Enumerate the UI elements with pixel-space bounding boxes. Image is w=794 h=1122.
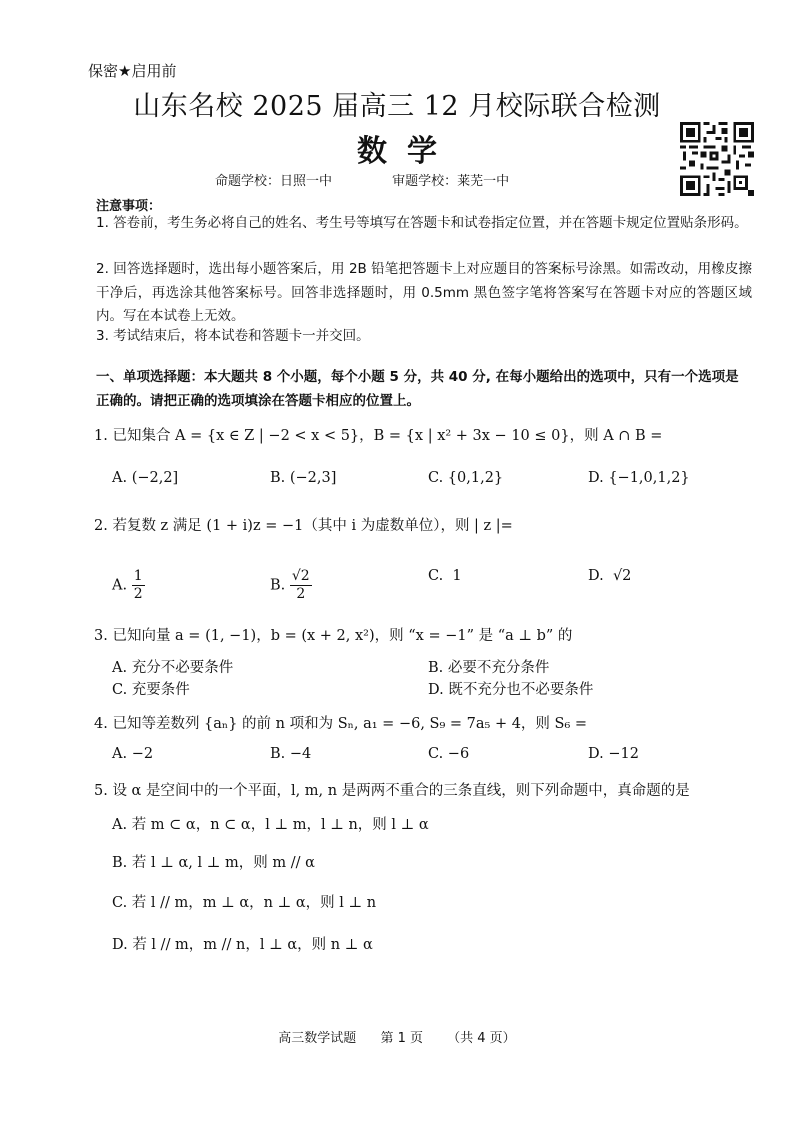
q2-option-a-fraction bbox=[132, 568, 145, 603]
reviewer-school: 审题学校：莱芜一中 bbox=[392, 174, 510, 189]
q2-option-a bbox=[112, 568, 145, 603]
q2-option-a-label: A. bbox=[112, 577, 128, 594]
note-item-1: 1. 答卷前，考生务必将自己的姓名、考生号等填写在答题卡和试卷指定位置，并在答题卡规定位置贴条形码。 bbox=[96, 215, 748, 231]
q3-option-b: B. 必要不充分条件 bbox=[428, 660, 550, 676]
q1-option-a: A. (−2,2] bbox=[112, 470, 179, 486]
q2-option-b bbox=[270, 568, 312, 603]
notes-title: 注意事项： bbox=[96, 199, 162, 214]
footer-page-number: 第 1 页 bbox=[380, 1031, 423, 1046]
q5-option-b: B. 若 l ⊥ α, l ⊥ m，则 m // α bbox=[112, 855, 315, 871]
q5-option-a: A. 若 m ⊂ α，n ⊂ α，l ⊥ m，l ⊥ n，则 l ⊥ α bbox=[112, 817, 429, 833]
q5-option-d: D. 若 l // m，m // n，l ⊥ α，则 n ⊥ α bbox=[112, 937, 373, 953]
q2-a-denominator: 2 bbox=[133, 586, 143, 602]
q2-option-d-value: √2 bbox=[612, 568, 632, 584]
q1-option-c: C. {0,1,2} bbox=[428, 470, 504, 486]
q3-option-c: C. 充要条件 bbox=[112, 682, 190, 698]
question-1-stem: 1. 已知集合 A = {x ∈ Z | −2 < x < 5}，B = {x | x² + 3x − 10 ≤ 0}，则 A ∩ B = bbox=[94, 428, 663, 444]
q5-option-c: C. 若 l // m，m ⊥ α，n ⊥ α，则 l ⊥ n bbox=[112, 895, 377, 911]
q2-b-numerator: √2 bbox=[291, 568, 310, 584]
q2-option-b-label: B. bbox=[270, 577, 286, 594]
question-3-options bbox=[112, 656, 752, 700]
q2-option-d bbox=[588, 568, 631, 584]
setter-school: 命题学校：日照一中 bbox=[215, 174, 333, 189]
confidential-label: 保密★启用前 bbox=[88, 62, 177, 80]
q4-option-d: D. −12 bbox=[588, 746, 639, 762]
q2-option-c-value: 1 bbox=[452, 568, 462, 584]
qr-code-icon bbox=[680, 122, 754, 196]
exam-title: 山东名校 2025 届高三 12 月校际联合检测 bbox=[133, 91, 661, 122]
q2-option-c bbox=[428, 568, 462, 584]
page-footer bbox=[0, 1027, 794, 1046]
note-item-2: 2. 回答选择题时，选出每小题答案后，用 2B 铅笔把答题卡上对应题目的答案标号涂黑。如需改动，用橡皮擦干净后，再选涂其他答案标号。回答非选择题时，用 0.5mm 黑色签字笔将答案写在答题卡对应的答题区域内。写在本试卷上无效。 bbox=[96, 261, 752, 324]
q4-option-b: B. −4 bbox=[270, 746, 312, 762]
question-2-stem: 2. 若复数 z 满足 (1 + i)z = −1（其中 i 为虚数单位），则 | z |= bbox=[94, 518, 513, 534]
q4-option-c: C. −6 bbox=[428, 746, 470, 762]
section-heading: 一、单项选择题：本大题共 8 个小题，每个小题 5 分，共 40 分, 在每小题给出的选项中，只有一个选项是正确的。请把正确的选项填涂在答题卡相应的位置上。 bbox=[96, 369, 739, 409]
q1-option-d: D. {−1,0,1,2} bbox=[588, 470, 690, 486]
question-2-options bbox=[112, 556, 752, 600]
q2-b-denominator: 2 bbox=[296, 586, 306, 602]
q2-a-numerator: 1 bbox=[133, 568, 143, 584]
q3-option-a: A. 充分不必要条件 bbox=[112, 660, 234, 676]
subject-title: 数学 bbox=[357, 134, 457, 169]
school-info bbox=[215, 170, 509, 189]
footer-page-total: （共 4 页） bbox=[447, 1031, 516, 1046]
q2-option-d-label: D. bbox=[588, 568, 604, 584]
q2-option-c-label: C. bbox=[428, 568, 444, 584]
q4-option-a: A. −2 bbox=[112, 746, 154, 762]
question-5-stem: 5. 设 α 是空间中的一个平面，l, m, n 是两两不重合的三条直线，则下列命题中，真命题的是 bbox=[94, 783, 690, 799]
question-3-stem: 3. 已知向量 a = (1, −1)，b = (x + 2, x²)，则 “x = −1” 是 “a ⊥ b” 的 bbox=[94, 628, 573, 644]
note-item-3: 3. 考试结束后，将本试卷和答题卡一并交回。 bbox=[96, 328, 370, 344]
q1-option-b: B. (−2,3] bbox=[270, 470, 337, 486]
q2-option-b-fraction bbox=[290, 568, 312, 603]
question-4-stem: 4. 已知等差数列 {aₙ} 的前 n 项和为 Sₙ, a₁ = −6, S₉ = 7a₅ + 4，则 S₆ = bbox=[94, 716, 588, 732]
q3-option-d: D. 既不充分也不必要条件 bbox=[428, 682, 594, 698]
footer-exam-name: 高三数学试题 bbox=[278, 1031, 357, 1046]
